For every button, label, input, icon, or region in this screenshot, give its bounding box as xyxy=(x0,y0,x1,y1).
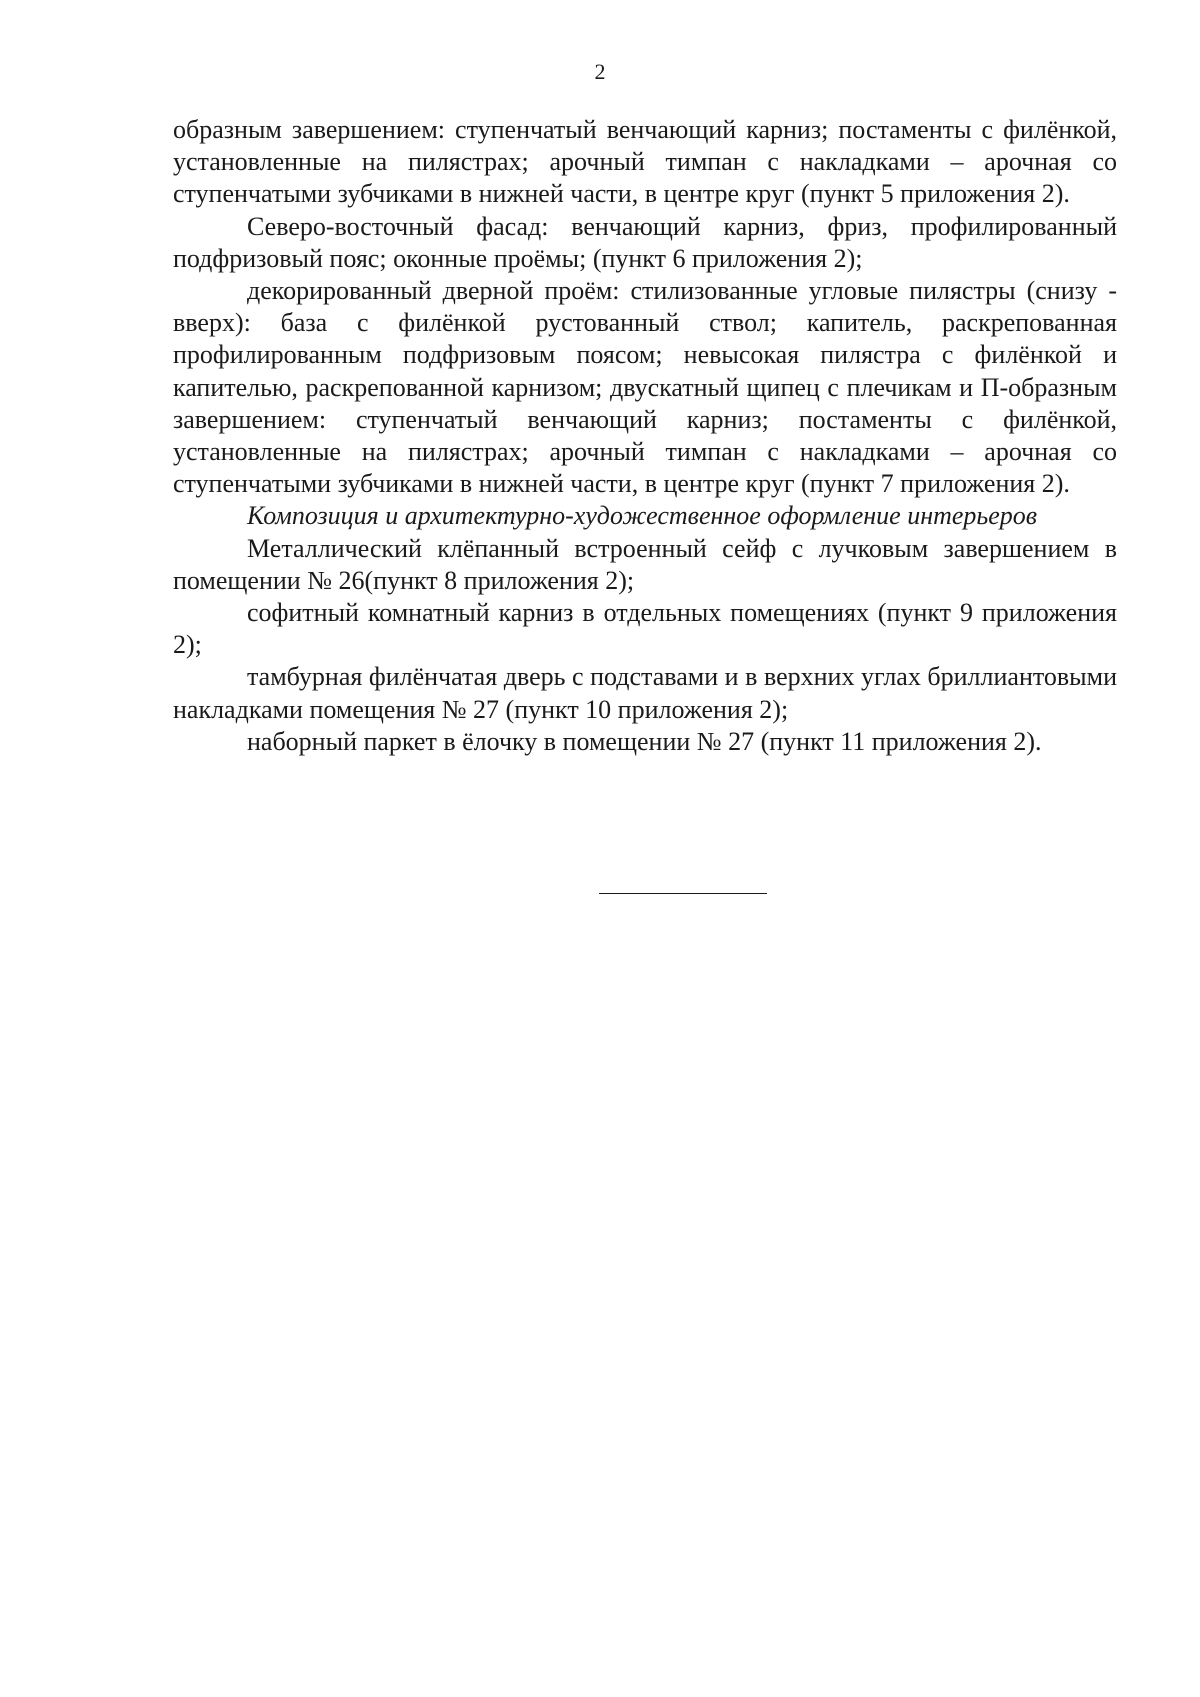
document-body xyxy=(173,114,1117,758)
page-number: 2 xyxy=(594,59,606,84)
paragraph-tambour-door: тамбурная филёнчатая дверь с подставами и в верхних углах бриллиантовыми накладками помещения № 27 (пункт 10 приложения 2); xyxy=(173,662,1117,724)
end-rule xyxy=(599,893,767,894)
paragraph-northeast-facade: Северо-восточный фасад: венчающий карниз, фриз, профилированный подфризовый пояс; оконные проёмы; (пункт 6 приложения 2); xyxy=(173,211,1117,273)
paragraph-parquet: наборный паркет в ёлочку в помещении № 27 (пункт 11 приложения 2). xyxy=(247,726,1042,756)
paragraph-continuation: образным завершением: ступенчатый венчающий карниз; постаменты с филёнкой, установленные на пилястрах; арочный тимпан с накладками – арочная со ступенчатыми зубчиками в нижней части, в центре круг (пункт 5 приложения 2). xyxy=(173,115,1117,209)
paragraph-safe: Металлический клёпанный встроенный сейф с лучковым завершением в помещении № 26(пункт 8 приложения 2); xyxy=(173,533,1117,595)
paragraph-decorated-doorway: декорированный дверной проём: стилизованные угловые пилястры (снизу - вверх): база с филёнкой рустованный ствол; капитель, раскрепованная профилированным подфризовым поясом; невысокая пилястра с филёнкой и капителью, раскрепованной карнизом; двускатный щипец с плечикам и П-образным завершением: ступенчатый венчающий карниз; постаменты с филёнкой, установленные на пилястрах; арочный тимпан с накладками – арочная со ступенчатыми зубчиками в нижней части, в центре круг (пункт 7 приложения 2). xyxy=(173,276,1117,499)
section-heading-interiors: Композиция и архитектурно-художественное оформление интерьеров xyxy=(247,501,1038,531)
paragraph-cornice: софитный комнатный карниз в отдельных помещениях (пункт 9 приложения 2); xyxy=(173,598,1117,660)
